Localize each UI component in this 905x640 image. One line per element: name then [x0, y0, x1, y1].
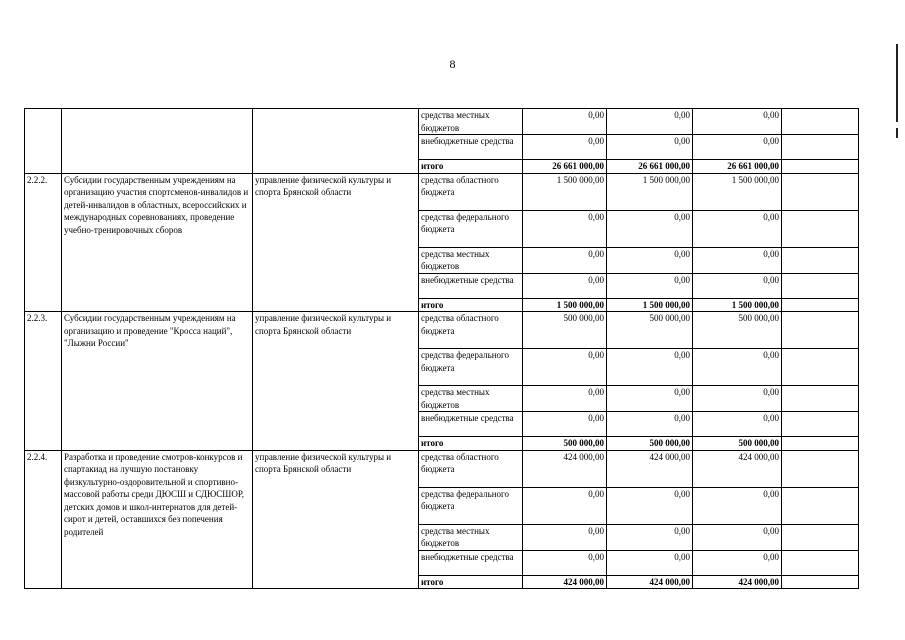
funding-source-label: средства областного бюджета [419, 450, 523, 487]
empty-cell [782, 524, 859, 550]
item-title: Разработка и проведение смотров-конкурсов и спартакиад на лучшую постановку физкультурно-оздоровительной и спортивно-массовой работы среди ДЮСШ и СДЮСШОР, детских домов и школ-интернатов для детей-сирот и детей, оставшихся без попечения родителей [62, 450, 253, 589]
amount-cell: 500 000,00 [523, 437, 607, 451]
empty-cell [782, 312, 859, 349]
funding-source-label: внебюджетные средства [419, 273, 523, 298]
item-executor: управление физической культуры и спорта Брянской области [253, 450, 419, 589]
funding-source-label: внебюджетные средства [419, 550, 523, 575]
funding-source-label: внебюджетные средства [419, 135, 523, 160]
empty-cell [782, 386, 859, 412]
funding-source-label: средства федерального бюджета [419, 349, 523, 386]
amount-cell: 1 500 000,00 [607, 173, 693, 210]
amount-cell: 0,00 [523, 524, 607, 550]
amount-cell: 1 500 000,00 [607, 298, 693, 312]
amount-cell: 424 000,00 [607, 575, 693, 589]
amount-cell: 424 000,00 [607, 450, 693, 487]
amount-cell: 1 500 000,00 [693, 298, 782, 312]
amount-cell: 424 000,00 [693, 450, 782, 487]
amount-cell: 0,00 [693, 273, 782, 298]
amount-cell: 1 500 000,00 [693, 173, 782, 210]
item-title-cell [62, 109, 253, 174]
empty-cell [782, 349, 859, 386]
amount-cell: 0,00 [523, 210, 607, 247]
funding-row [25, 450, 859, 487]
amount-cell: 0,00 [693, 210, 782, 247]
amount-cell: 0,00 [693, 550, 782, 575]
funding-row [25, 173, 859, 210]
amount-cell: 500 000,00 [607, 437, 693, 451]
amount-cell: 0,00 [607, 247, 693, 273]
amount-cell: 0,00 [693, 412, 782, 437]
budget-table [24, 108, 859, 589]
funding-source-label: итого [419, 298, 523, 312]
amount-cell: 0,00 [693, 487, 782, 524]
funding-source-label: итого [419, 160, 523, 174]
amount-cell: 0,00 [607, 349, 693, 386]
amount-cell: 1 500 000,00 [523, 173, 607, 210]
amount-cell: 0,00 [607, 210, 693, 247]
amount-cell: 0,00 [523, 349, 607, 386]
item-number: 2.2.2. [25, 173, 62, 312]
amount-cell: 0,00 [523, 487, 607, 524]
funding-source-label: внебюджетные средства [419, 412, 523, 437]
funding-source-label: средства областного бюджета [419, 173, 523, 210]
empty-cell [782, 298, 859, 312]
funding-source-label: итого [419, 575, 523, 589]
amount-cell: 1 500 000,00 [523, 298, 607, 312]
funding-source-label: средства областного бюджета [419, 312, 523, 349]
amount-cell: 26 661 000,00 [693, 160, 782, 174]
empty-cell [782, 135, 859, 160]
item-title: Субсидии государственным учреждениям на организацию и проведение "Кросса наций", "Лыжни России" [62, 312, 253, 451]
empty-cell [782, 575, 859, 589]
amount-cell: 0,00 [693, 135, 782, 160]
funding-source-label: средства местных бюджетов [419, 386, 523, 412]
amount-cell: 0,00 [607, 109, 693, 135]
item-executor-cell [253, 109, 419, 174]
empty-cell [782, 487, 859, 524]
amount-cell: 26 661 000,00 [607, 160, 693, 174]
funding-source-label: средства федерального бюджета [419, 487, 523, 524]
amount-cell: 0,00 [693, 349, 782, 386]
funding-source-label: итого [419, 437, 523, 451]
empty-cell [782, 412, 859, 437]
item-executor: управление физической культуры и спорта Брянской области [253, 173, 419, 312]
scan-edge-mark [896, 44, 898, 122]
amount-cell: 0,00 [607, 550, 693, 575]
empty-cell [782, 437, 859, 451]
empty-cell [782, 173, 859, 210]
amount-cell: 424 000,00 [523, 575, 607, 589]
empty-cell [782, 160, 859, 174]
amount-cell: 0,00 [523, 273, 607, 298]
amount-cell: 424 000,00 [523, 450, 607, 487]
amount-cell: 0,00 [523, 247, 607, 273]
amount-cell: 424 000,00 [693, 575, 782, 589]
funding-source-label: средства федерального бюджета [419, 210, 523, 247]
amount-cell: 0,00 [607, 524, 693, 550]
empty-cell [782, 210, 859, 247]
amount-cell: 0,00 [607, 135, 693, 160]
budget-table-body [25, 109, 859, 589]
funding-row [25, 109, 859, 135]
amount-cell: 26 661 000,00 [523, 160, 607, 174]
item-number: 2.2.3. [25, 312, 62, 451]
amount-cell: 0,00 [607, 273, 693, 298]
funding-row [25, 312, 859, 349]
amount-cell: 500 000,00 [523, 312, 607, 349]
amount-cell: 500 000,00 [693, 437, 782, 451]
item-executor: управление физической культуры и спорта Брянской области [253, 312, 419, 451]
amount-cell: 0,00 [607, 487, 693, 524]
item-number: 2.2.4. [25, 450, 62, 589]
funding-source-label: средства местных бюджетов [419, 247, 523, 273]
amount-cell: 0,00 [523, 412, 607, 437]
amount-cell: 0,00 [693, 524, 782, 550]
amount-cell: 0,00 [607, 386, 693, 412]
amount-cell: 0,00 [523, 386, 607, 412]
scan-edge-mark [896, 128, 898, 138]
item-number-cell [25, 109, 62, 174]
empty-cell [782, 273, 859, 298]
amount-cell: 0,00 [693, 247, 782, 273]
empty-cell [782, 109, 859, 135]
empty-cell [782, 450, 859, 487]
amount-cell: 500 000,00 [607, 312, 693, 349]
amount-cell: 0,00 [523, 550, 607, 575]
amount-cell: 0,00 [693, 386, 782, 412]
amount-cell: 500 000,00 [693, 312, 782, 349]
empty-cell [782, 550, 859, 575]
amount-cell: 0,00 [523, 109, 607, 135]
item-title: Субсидии государственным учреждениям на организацию участия спортсменов-инвалидов и детей-инвалидов в областных, всероссийских и международных соревнованиях, проведение учебно-тренировочных сборов [62, 173, 253, 312]
funding-source-label: средства местных бюджетов [419, 109, 523, 135]
amount-cell: 0,00 [607, 412, 693, 437]
amount-cell: 0,00 [693, 109, 782, 135]
empty-cell [782, 247, 859, 273]
page-number: 8 [449, 57, 456, 71]
funding-source-label: средства местных бюджетов [419, 524, 523, 550]
amount-cell: 0,00 [523, 135, 607, 160]
